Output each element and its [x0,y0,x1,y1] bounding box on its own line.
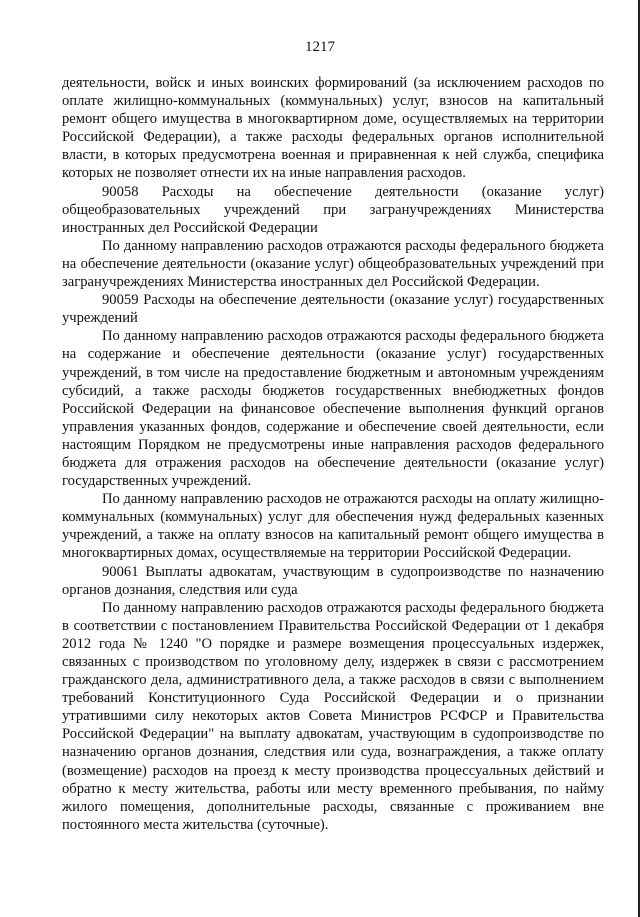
page-number: 1217 [305,39,335,55]
paragraph-90058-description: По данному направлению расходов отражаются расходы федерального бюджета на обеспечение деятельности (оказание услуг) общеобразовательных учреждений при загранучреждениях Министерства иностранных дел Российской Федерации. [62,237,604,291]
document-body [62,74,604,834]
paragraph-90059-exclusion: По данному направлению расходов не отражаются расходы на оплату жилищно-коммунальных (коммунальных) услуг для обеспечения нужд федеральных казенных учреждений, а также на оплату взносов на капитальный ремонт общего имущества в многоквартирных домах, осуществляемые на территории Российской Федерации. [62,491,604,562]
paragraph-90059-description: По данному направлению расходов отражаются расходы федерального бюджета на содержание и обеспечение деятельности (оказание услуг) государственных учреждений, в том числе на предоставление бюджетным и автономным учреждениям субсидий, а также расходы бюджетов государственных внебюджетных фондов Российской Федерации на финансовое обеспечение выполнения функций органов управления указанных фондов, содержание и обеспечение своей деятельности, если настоящим Порядком не предусмотрены иные направления расходов федерального бюджета для отражения расходов на обеспечение деятельности (оказание услуг) государственных учреждений. [62,328,604,490]
section-heading-90061: 90061 Выплаты адвокатам, участвующим в судопроизводстве по назначению органов дознания, следствия или суда [62,563,604,598]
section-heading-90059: 90059 Расходы на обеспечение деятельности (оказание услуг) государственных учреждений [62,292,604,327]
paragraph-continuation: деятельности, войск и иных воинских формирований (за исключением расходов по оплате жилищно-коммунальных (коммунальных) услуг, взносов на капитальный ремонт общего имущества в многоквартирном доме, осуществляемых на территории Российской Федерации), а также расходы федеральных органов исполнительной власти, в которых предусмотрена военная и приравненная к ней служба, специфика которых не позволяет отнести их на иные направления расходов. [62,75,604,182]
section-heading-90058: 90058 Расходы на обеспечение деятельности (оказание услуг) общеобразовательных учреждений при загранучреждениях Министерства иностранных дел Российской Федерации [62,183,604,236]
paragraph-90061-description: По данному направлению расходов отражаются расходы федерального бюджета в соответствии с постановлением Правительства Российской Федерации от 1 декабря 2012 года № 1240 "О порядке и размере возмещения процессуальных издержек, связанных с производством по уголовному делу, издержек в связи с рассмотрением гражданского дела, административного дела, а также расходов в связи с выполнением требований Конституционного Суда Российской Федерации и о признании утратившими силу некоторых актов Совета Министров РСФСР и Правительства Российской Федерации" на выплату адвокатам, участвующим в судопроизводстве по назначению органов дознания, следствия или суда, вознаграждения, а также оплату (возмещение) расходов на проезд к месту производства процессуальных действий и обратно к месту жительства, работы или месту временного пребывания, по найму жилого помещения, дополнительные расходы, связанные с проживанием вне постоянного места жительства (суточные). [62,599,604,833]
